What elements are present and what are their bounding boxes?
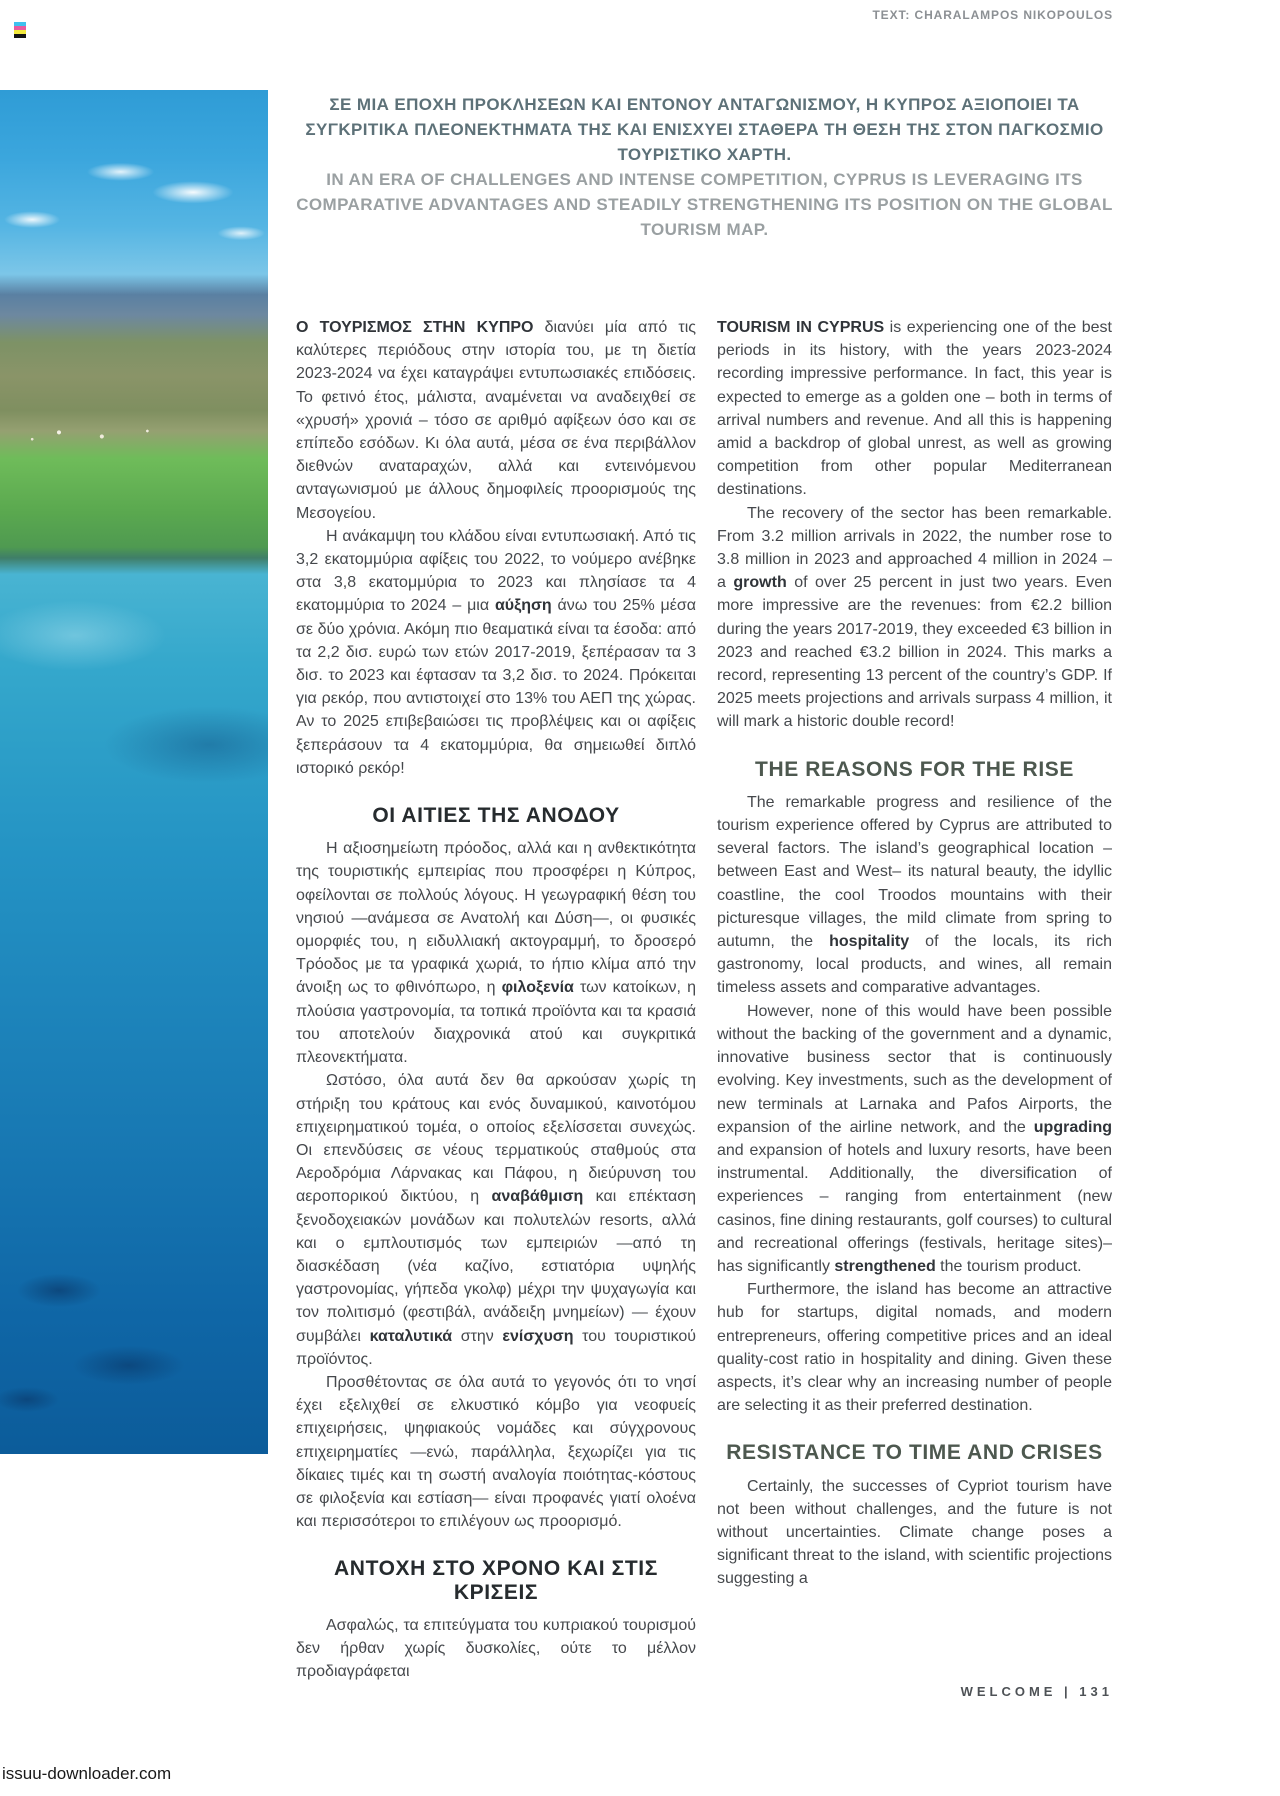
coastline-photo [0,90,268,1454]
heading-causes-of-rise-greek: ΟΙ ΑΙΤΙΕΣ ΤΗΣ ΑΝΟΔΟΥ [372,804,620,828]
intro-english-text: IN AN ERA OF CHALLENGES AND INTENSE COMPETITION, CYPRUS IS LEVERAGING ITS COMPARATIVE ADVANTAGES AND STEADILY STRENGTHENING ITS POSITION ON THE GLOBAL TOURISM MAP. [296,170,1113,239]
paragraph: The recovery of the sector has been remarkable. From 3.2 million arrivals in 2022, the number rose to 3.8 million in 2023 and approached 4 million in 2024 – a growth of over 25 percent in just two years. Even more impressive are the revenues: from €2.2 billion during the years 2017-2019, they exceeded €3 billion in 2023 and reached €3.2 billion in 2024. This marks a record, representing 13 percent of the country’s GDP. If 2025 meets projections and arrivals surpass 4 million, it will mark a historic double record! [717,504,1112,731]
paragraph: Furthermore, the island has become an attractive hub for startups, digital nomads, and modern entrepreneurs, offering competitive prices and an ideal quality-cost ratio in hospitality and dining. Given these aspects, it’s clear why an increasing number of people are selecting it as their preferred destination. [717,1281,1112,1415]
intro-block [296,92,1113,242]
paragraph: Η αξιοσημείωτη πρόοδος, αλλά και η ανθεκτικότητα της τουριστικής εμπειρίας που προσφέρει η Κύπρος, οφείλονται σε πολλούς λόγους. Η γεωγραφική θέση του νησιού —ανάμεσα σε Ανατολή και Δύση—, οι φυσικές ομορφιές του, η ειδυλλιακή ακτογραμμή, το δροσερό Τρόοδος με τα γραφικά χωριά, το ήπιο κλίμα από την άνοιξη ως το φθινόπωρο, η φιλοξενία των κατοίκων, η πλούσια γαστρονομία, τα τοπικά προϊόντα και τα κρασιά του αποτελούν διαχρονικά ατού και συγκριτικά πλεονεκτήματα. [296,840,696,1067]
paragraph: The remarkable progress and resilience of the tourism experience offered by Cyprus are attributed to several factors. The island’s geographical location –between East and West– its natural beauty, the idyllic coastline, the cool Troodos mountains with their picturesque villages, the mild climate from spring to autumn, the hospitality of the locals, its rich gastronomy, local products, and wines, all remain timeless assets and comparative advantages. [717,793,1112,997]
watermark-text: issuu-downloader.com [2,1764,172,1783]
intro-greek-text: ΣΕ ΜΙΑ ΕΠΟΧΗ ΠΡΟΚΛΗΣΕΩΝ ΚΑΙ ΕΝΤΟΝΟΥ ΑΝΤΑΓΩΝΙΣΜΟΥ, Η ΚΥΠΡΟΣ ΑΞΙΟΠΟΙΕΙ ΤΑ ΣΥΓΚΡΙΤΙΚΑ ΠΛΕΟΝΕΚΤΗΜΑΤΑ ΤΗΣ ΚΑΙ ΕΝΙΣΧΥΕΙ ΣΤΑΘΕΡΑ ΤΗ ΘΕΣΗ ΤΗΣ ΣΤΟΝ ΠΑΓΚΟΣΜΙΟ ΤΟΥΡΙΣΤΙΚΟ ΧΑΡΤΗ. [305,95,1104,164]
heading-resistance-english: RESISTANCE TO TIME AND CRISES [726,1441,1103,1465]
paragraph: Ωστόσο, όλα αυτά δεν θα αρκούσαν χωρίς τη στήριξη του κράτους και ενός δυναμικού, καινοτόμου επιχειρηματικού τομέα, ο οποίος εξελίσσεται συνεχώς. Οι επενδύσεις σε νέους τερματικούς σταθμούς στα Αεροδρόμια Λάρνακας και Πάφου, η διεύρυνση του αεροπορικού δικτύου, η αναβάθμιση και επέκταση ξενοδοχειακών μονάδων και πολυτελών resorts, αλλά και ο εμπλουτισμός των εμπειριών —από τη διασκέδαση (νέα καζίνο, εστιατόρια υψηλής γαστρονομίας, γήπεδα γκολφ) μέχρι την ψυχαγωγία και τον πολιτισμό (φεστιβάλ, ανάδειξη μνημείων) — έχουν συμβάλει καταλυτικά στην ενίσχυση του τουριστικού προϊόντος. [296,1072,697,1368]
paragraph: Ασφαλώς, τα επιτεύγματα του κυπριακού τουρισμού δεν ήρθαν χωρίς δυσκολίες, ούτε το μέλλον προδιαγράφεται [296,1616,696,1681]
text-credit: TEXT: CHARALAMPOS NIKOPOULOS [872,8,1113,22]
heading-reasons-for-rise: THE REASONS FOR THE RISE [755,757,1074,781]
heading-resistance-greek: ΑΝΤΟΧΗ ΣΤΟ ΧΡΟΝΟ ΚΑΙ ΣΤΙΣ ΚΡΙΣΕΙΣ [334,1557,658,1604]
paragraph: However, none of this would have been possible without the backing of the government and a dynamic, innovative business sector that is continuously evolving. Key investments, such as the development of new terminals at Larnaka and Pafos Airports, the expansion of the airline network, and the upgrading and expansion of hotels and luxury resorts, have been instrumental. Additionally, the diversification of experiences – ranging from entertainment (new casinos, fine dining restaurants, golf courses) to cultural and recreational offerings (festivals, heritage sites)– has significantly strengthened the tourism product. [717,1002,1112,1275]
paragraph: Προσθέτοντας σε όλα αυτά το γεγονός ότι το νησί έχει εξελιχθεί σε ελκυστικό κόμβο για νεοφυείς επιχειρήσεις, ψηφιακούς νομάδες και σύγχρονους επιχειρηματίες —ενώ, παράλληλα, ξεχωρίζει για τις δίκαιες τιμές και τη σωστή αναλογία ποιότητας-κόστους σε φιλοξενία και εστίαση— είναι προφανές γιατί ολοένα και περισσότεροι το επιλέγουν ως προορισμό. [296,1373,696,1531]
paragraph: Ο ΤΟΥΡΙΣΜΟΣ ΣΤΗΝ ΚΥΠΡΟ διανύει μία από τις καλύτερες περιόδους στην ιστορία του, με τη διετία 2023-2024 να έχει καταγράψει εντυπωσιακές επιδόσεις. Το φετινό έτος, μάλιστα, αναμένεται να αναδειχθεί σε «χρυσή» χρονιά – τόσο σε αριθμό αφίξεων όσο και σε επίπεδο εσόδων. Κι όλα αυτά, μέσα σε ένα περιβάλλον διεθνών αναταραχών, αλλά και εντεινόμενου ανταγωνισμού με άλλους δημοφιλείς προορισμούς της Μεσογείου. [296,319,696,522]
page-footer: WELCOME | 131 [960,1684,1113,1699]
paragraph: TOURISM IN CYPRUS is experiencing one of the best periods in its history, with the years 2023-2024 recording impressive performance. In fact, this year is expected to emerge as a golden one – both in terms of arrival numbers and revenue. And all this is happening amid a backdrop of global unrest, as well as growing competition from other popular Mediterranean destinations. [717,319,1112,499]
paragraph: Η ανάκαμψη του κλάδου είναι εντυπωσιακή. Από τις 3,2 εκατομμύρια αφίξεις του 2022, το νούμερο ανέβηκε στα 3,8 εκατομμύρια το 2023 και πλησίασε τα 4 εκατομμύρια το 2024 – μια αύξηση άνω του 25% μέσα σε δύο χρόνια. Ακόμη πιο θεαματικά είναι τα έσοδα: από τα 2,2 δισ. ευρώ των ετών 2017-2019, ξεπέρασαν τα 3 δισ. το 2023 και έφτασαν τα 3,2 δισ. το 2024. Πρόκειται για ρεκόρ, που αντιστοιχεί στο 13% του ΑΕΠ της χώρας. Αν το 2025 επιβεβαιώσει τις προβλέψεις και οι αφίξεις ξεπεράσουν τα 4 εκατομμύρια, θα σημειωθεί διπλό ιστορικό ρεκόρ! [296,527,697,777]
greek-column [296,316,696,1683]
english-column [717,316,1112,1591]
cmyk-print-mark-icon [14,22,26,38]
paragraph: Certainly, the successes of Cypriot tourism have not been without challenges, and the future is not without uncertainties. Climate change poses a significant threat to the island, with scientific projections suggesting a [717,1477,1112,1588]
